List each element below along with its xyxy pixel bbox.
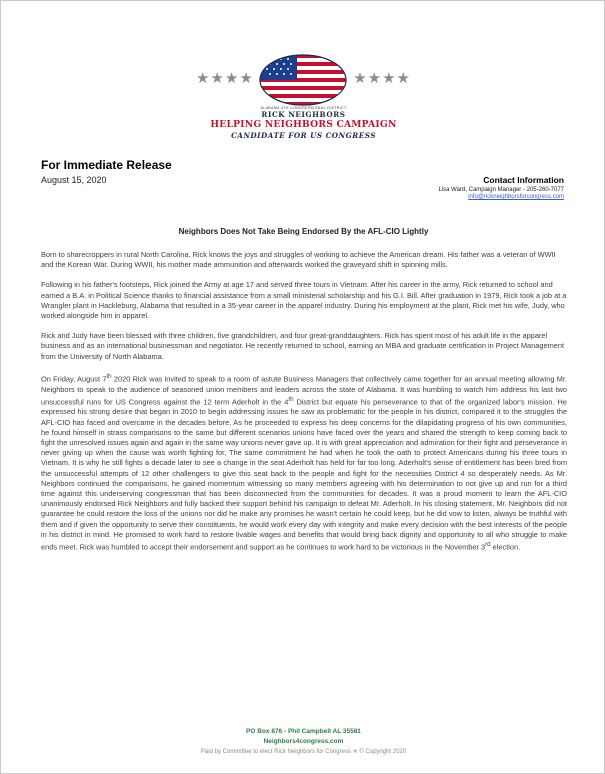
paragraph-4-part-b: 2020 Rick was invited to speak to a room of astute Business Managers that collectively came together for an annual meeting allowing Mr. Neighbors to speak to the audience of seasoned union members and leaders across the state of Alabama. It was humbling to watch him address his last two unsuccessful runs for US Congress against the 12 term Aderholt in the 4 bbox=[41, 374, 567, 407]
paragraph-4-part-c: District but equate his perseverance to that of the organized labor's mission. He expressed his strong desire that began in 2010 to begin addressing issues he saw as problematic for the people in his district, compared it to the struggles the AFL-CIO has faced and overcame in the decades before. As he proceeded to express his deep concerns for the dilapidating progress of his own communities, he found himself in strass comparisons to the same but different scenarios unions have faced over the years and shared the strength to keep coming back to fight the unresolved issues again and again in the same way unions never gave up. It is with great appreciation and admiration for their fight and perseverance in never giving up when the cause was worth fighting for, The same commitment he had when he took the oath to protect Americans during his three tours in Vietnam. It is why he still fights a decade later to see a change in the seat Aderholt has held for far too long. Aderholt's sense of entitlement has been bred from the unsuccessful attempts of 12 other challengers to give this seat back to the people and fight for the necessities District 4 so desperately needs. As Mr. Neighbors continued the comparisons, he gained momentum witnessing so many members agreeing with his determination to not give up and run for a third time against this underserving congressman that has been disconnected from the communities for decades. It was a proud moment to learn the AFL-CIO unanimously endorsed Rick Neighbors and fully backed their support behind his campaign to defeat Mr. Aderholt. In his closing statement, Mr. Neighbors did not guarantee he could restore the loss of the unions nor did he make any promises he wasn't certain he could keep, but he did vow to listen, always be truthful with them and if given the opportunity to serve their constituents, he would work every day with integrity and make every decision with the best interests of the people in his district in mind. He promised to work hard to restore livable wages and benefits that would bring back dignity and opportunity to all who struggle to make ends meet. Rick was humbled to accept their endorsement and support as he continues to work hard to be victorious in the November 3 bbox=[41, 397, 567, 552]
logo-district-text: ALABAMA 4TH CONGRESSIONAL DISTRICT bbox=[260, 106, 347, 110]
contact-title: Contact Information bbox=[483, 175, 564, 185]
logo-candidate-name: RICK NEIGHBORS bbox=[261, 110, 346, 119]
paragraph-4-part-d: election. bbox=[490, 542, 521, 552]
release-title: For Immediate Release bbox=[41, 158, 172, 172]
headline: Neighbors Does Not Take Being Endorsed By the AFL-CIO Lightly bbox=[178, 227, 429, 236]
footer-address: PO Box 876 - Phil Campbell AL 35581 bbox=[246, 728, 361, 735]
contact-information bbox=[438, 175, 564, 200]
contact-email-link[interactable]: info@rickneighborsforcongress.com bbox=[468, 194, 564, 200]
footer-website-link[interactable]: Neighbors4congress.com bbox=[263, 738, 344, 745]
ordinal-suffix: th bbox=[288, 395, 294, 403]
ordinal-suffix: th bbox=[106, 372, 112, 380]
paragraph-4 bbox=[41, 372, 567, 553]
paragraph-2: Following in his father's footsteps, Rick joined the Army at age 17 and served three tours in Vietnam. After his career in the army, Rick returned to school and earned a B.A. in Political Science thanks to financial assistance from a small ministerial scholarship and his G.I. Bill. After graduation in 1979, Rick took a job at a Wrangler plant in Hackleburg, Alabama that resulted in a 35-year career in the apparel industry. During his employment at the plant, Rick met his wife, Judy, who worked alongside him in apparel. bbox=[41, 280, 567, 321]
american-flag-icon bbox=[259, 54, 347, 106]
logo-campaign-name: HELPING NEIGHBORS CAMPAIGN bbox=[210, 119, 397, 130]
ordinal-suffix: rd bbox=[485, 541, 491, 549]
paragraph-3: Rick and Judy have been blessed with three children, five grandchildren, and four great-granddaughters. Rick has spent most of his adult life in the apparel business and as an international businessman and negotiator. He recently returned to school, earning an MBA and graduate certification in Project Management from the University of North Alabama. bbox=[41, 331, 565, 361]
paragraph-1: Born to sharecroppers in rural North Carolina, Rick knows the joys and struggles of working to achieve the American dream. His father was a veteran of WWII and the Korean War. During WWII, his mother made ammunition and afterwards worked the graveyard shift in spinning mills. bbox=[41, 250, 556, 270]
article-body bbox=[41, 250, 567, 563]
stars-right-icon: ★★★★ bbox=[353, 70, 411, 87]
footer-paid-by: Paid by Committee to elect Rick Neighbors for Congress ✯ © Copyright 2020 bbox=[200, 749, 407, 755]
logo-candidate-title: CANDIDATE FOR US CONGRESS bbox=[231, 131, 376, 140]
paragraph-4-part-a: On Friday, August 7 bbox=[41, 374, 107, 384]
footer bbox=[1, 728, 605, 755]
campaign-logo bbox=[196, 54, 411, 144]
release-date: August 15, 2020 bbox=[41, 175, 107, 185]
contact-manager: Lisa Ward, Campaign Manager - 205-260-7077 bbox=[438, 187, 564, 193]
stars-left-icon: ★★★★ bbox=[196, 70, 254, 87]
